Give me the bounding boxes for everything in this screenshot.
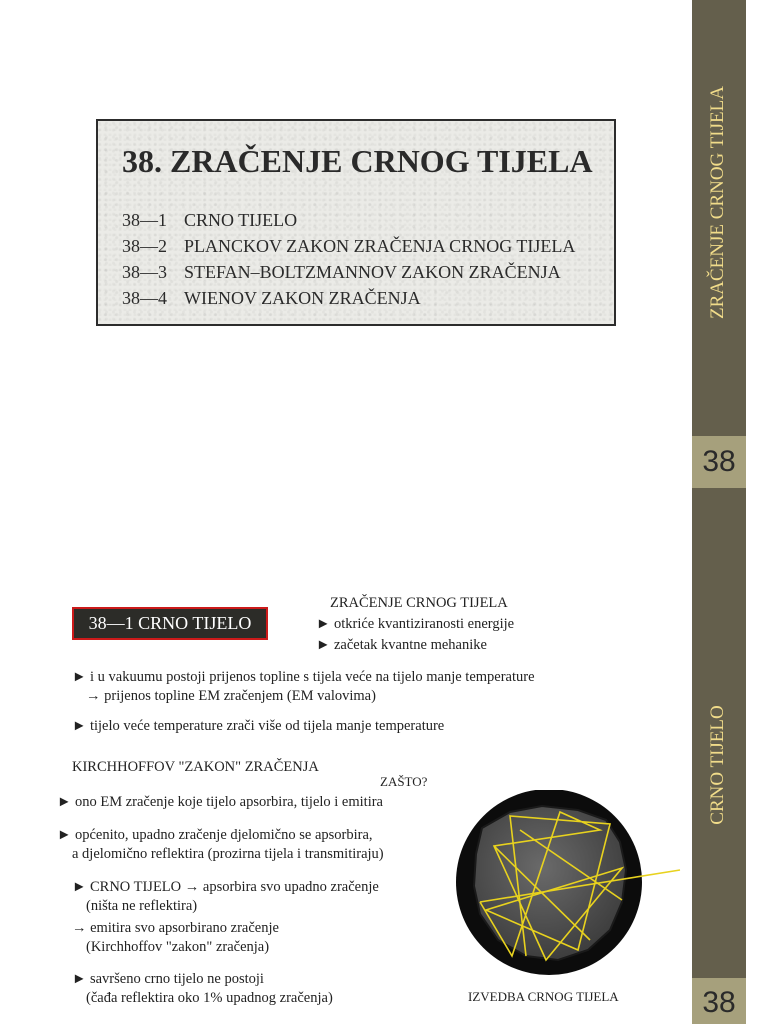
why-note: ZAŠTO?: [380, 774, 428, 789]
paragraph-line: → prijenos topline EM zračenjem (EM valovima): [86, 688, 376, 704]
toc-item[interactable]: [122, 285, 575, 311]
paragraph-line: ► savršeno crno tijelo ne postoji: [72, 971, 264, 987]
toc-item-title: WIENOV ZAKON ZRAČENJA: [184, 288, 421, 308]
diagram-caption: IZVEDBA CRNOG TIJELA: [468, 989, 619, 1004]
toc-item[interactable]: [122, 207, 575, 233]
paragraph-line: ► i u vakuumu postoji prijenos topline s tijela veće na tijelo manje temperature: [72, 669, 535, 685]
toc-item-title: STEFAN–BOLTZMANNOV ZAKON ZRAČENJA: [184, 262, 561, 282]
toc-item-number: 38—1: [122, 210, 167, 230]
paragraph-line: → emitira svo apsorbirano zračenje: [72, 920, 279, 936]
paragraph-line: (Kirchhoffov "zakon" zračenja): [86, 939, 270, 955]
toc-item-number: 38—3: [122, 262, 167, 282]
kirchhoff-title: KIRCHHOFFOV "ZAKON" ZRAČENJA: [72, 759, 319, 775]
paragraph-line: ► ono EM zračenje koje tijelo apsorbira, tijelo i emitira: [57, 794, 383, 810]
chapter-title-card: [96, 119, 616, 326]
section-badge: 38—1 CRNO TIJELO: [72, 607, 268, 640]
paragraph-line: ► općenito, upadno zračenje djelomično se apsorbira,: [57, 827, 373, 843]
side-section-title: CRNO TIJELO: [707, 705, 728, 825]
intro-title: ZRAČENJE CRNOG TIJELA: [330, 595, 508, 611]
toc-item-number: 38—4: [122, 288, 167, 308]
paragraph-line: (čađa reflektira oko 1% upadnog zračenja): [86, 990, 333, 1006]
table-of-contents: [122, 207, 575, 311]
toc-item-title: PLANCKOV ZAKON ZRAČENJA CRNOG TIJELA: [184, 236, 576, 256]
toc-item-title: CRNO TIJELO: [184, 210, 298, 230]
side-chapter-title: ZRAČENJE CRNOG TIJELA: [707, 86, 728, 319]
intro-point: ► otkriće kvantiziranosti energije: [316, 616, 515, 632]
toc-item-number: 38—2: [122, 236, 167, 256]
toc-item[interactable]: [122, 233, 575, 259]
intro-point: ► začetak kvantne mehanike: [316, 637, 487, 653]
toc-item[interactable]: [122, 259, 575, 285]
paragraph-line: ► tijelo veće temperature zrači više od tijela manje temperature: [72, 718, 445, 734]
chapter-number-bottom: 38: [692, 978, 746, 1024]
paragraph-line: (ništa ne reflektira): [86, 898, 198, 914]
paragraph-line: a djelomično reflektira (prozirna tijela i transmitiraju): [72, 846, 384, 862]
black-body-diagram: [450, 790, 690, 980]
chapter-heading: 38. ZRAČENJE CRNOG TIJELA: [122, 143, 593, 179]
paragraph-line: ► CRNO TIJELO → apsorbira svo upadno zračenje: [72, 879, 379, 895]
chapter-number-mid: 38: [692, 436, 746, 488]
